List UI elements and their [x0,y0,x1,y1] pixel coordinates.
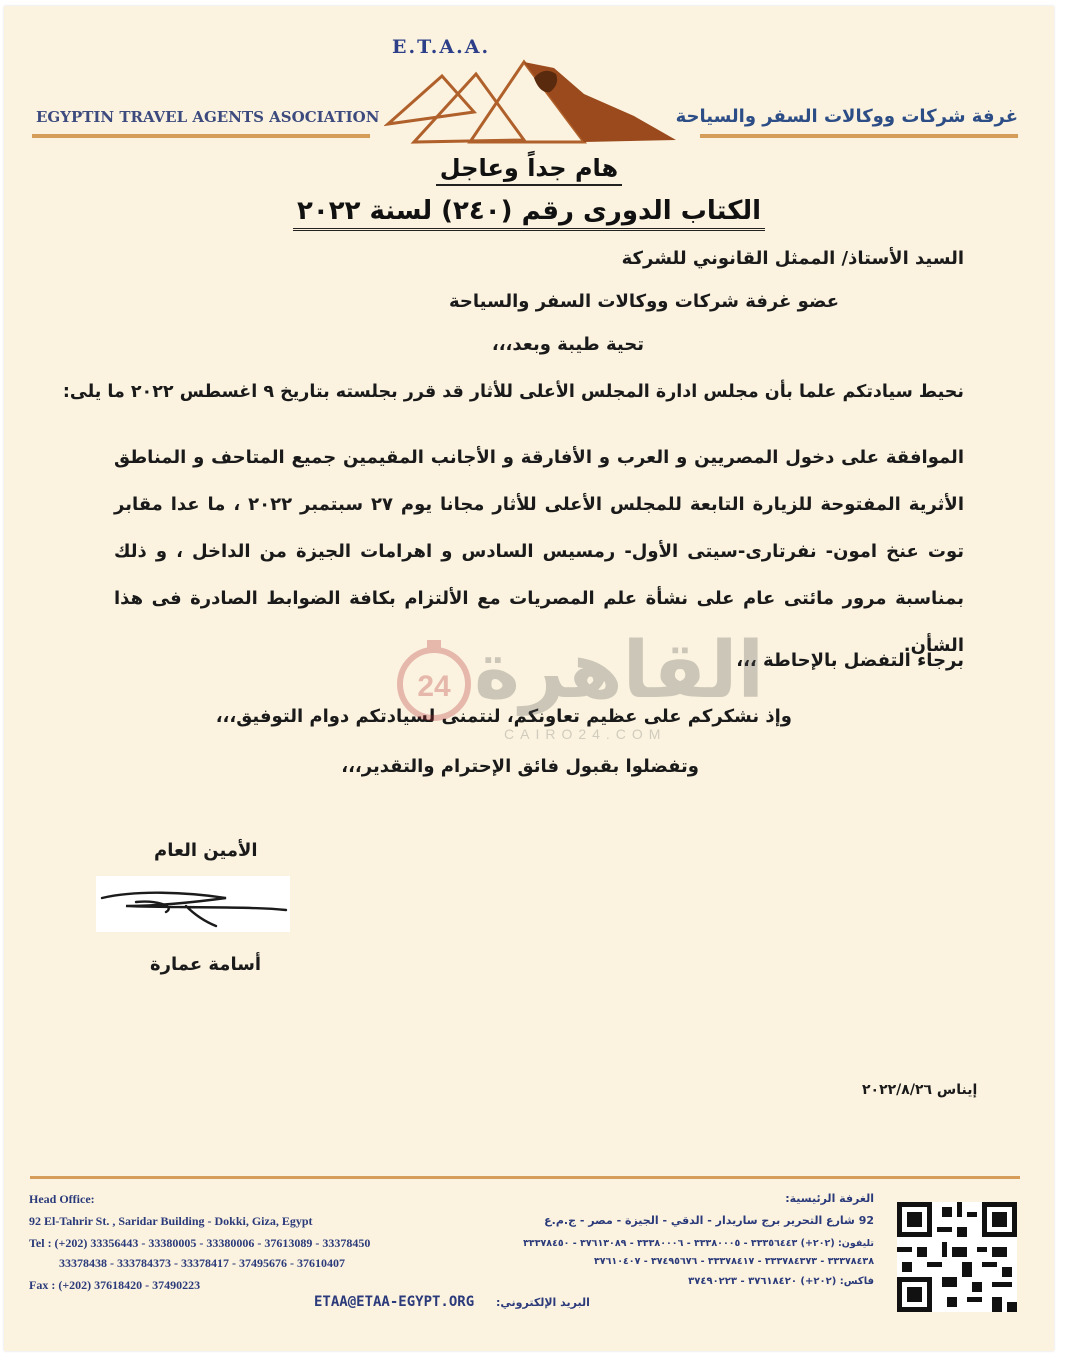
email-label-ar: البريد الإلكتروني: [496,1296,590,1309]
head-office-label: Head Office: [29,1192,95,1206]
telephone-en: Tel : (+202) 33356443 - 33380005 - 33380006 - 37613089 - 33378450 [29,1236,371,1250]
intro-paragraph: نحيط سيادتكم علما بأن مجلس ادارة المجلس الأعلى للأثار قد قرر بجلسته بتاريخ ٩ اغسطس ٢٠٢٢ ما يلى: [62,382,964,402]
head-office-label-ar: الغرفة الرئيسية: [785,1192,874,1205]
signer-name: أسامة عمارة [150,954,262,975]
email-address[interactable]: ETAA@ETAA-EGYPT.ORG [314,1294,475,1310]
address-ar: 92 شارع التحرير برج ساريدار - الدقي - الجيزة - مصر - ج.م.ع [544,1214,874,1227]
telephone-ar-2: ٣٣٣٧٨٤٣٨ - ٣٣٣٧٨٤٣٧٣ - ٣٣٣٧٨٤١٧ - ٣٧٤٩٥٦٧٦ - ٣٧٦١٠٤٠٧ [594,1256,874,1267]
telephone-ar: تليفون: (٢٠٢+) ٣٣٣٥٦٤٤٣ - ٣٣٣٨٠٠٠٥ - ٣٣٣٨٠٠٠٦ - ٣٧٦١٣٠٨٩ - ٣٣٣٧٨٤٥٠ [523,1238,874,1249]
footer-divider [30,1176,1020,1179]
signature-image [96,876,290,932]
urgent-heading: هام جداً وعاجل [4,154,1054,182]
letter-page [4,6,1054,1351]
header-divider-right [700,134,1018,138]
qr-code-icon[interactable] [897,1202,1017,1312]
cairo24-watermark [394,626,765,756]
watermark-url: CAIRO24.COM [504,726,667,742]
addressee: السيد الأستاذ/ الممثل القانوني للشركة [621,248,964,269]
telephone-en-2: 33378438 - 333784373 - 33378417 - 37495676 - 37610407 [59,1256,345,1270]
addressee-membership: عضو غرفة شركات ووكالات السفر والسياحة [449,291,839,312]
org-arabic-name: غرفة شركات ووكالات السفر والسياحة [675,106,1018,127]
pyramids-logo-icon [384,54,684,146]
fax-en: Fax : (+202) 37618420 - 37490223 [29,1278,201,1292]
thanks-line: وإذ نشكركم على عظيم تعاونكم، لنتمنى لسيادتكم دوام التوفيق،،، [215,706,792,727]
fax-ar: فاكس: (٢٠٢+) ٣٧٦١٨٤٢٠ - ٣٧٤٩٠٢٢٣ [688,1276,874,1287]
org-english-name: EGYPTIN TRAVEL AGENTS ASOCIATION [36,108,380,126]
signer-title: الأمين العام [154,840,258,861]
reference-date: إيناس ٢٠٢٢/٨/٢٦ [862,1082,978,1098]
address-en: 92 El-Tahrir St. , Saridar Building - Dokki, Giza, Egypt [29,1214,313,1228]
request-line: برجاء التفضل بالإحاطة ،،، [736,650,964,671]
org-abbreviation: E.T.A.A. [392,36,491,58]
watermark-text: القاهرة [474,626,765,716]
header-divider-left [32,134,370,138]
closing-line: وتفضلوا بقبول فائق الإحترام والتقدير،،، [341,756,699,777]
circular-title: الكتاب الدورى رقم (٢٤٠) لسنة ٢٠٢٢ [4,196,1054,226]
handwritten-signature-icon [96,876,290,932]
svg-text:24: 24 [417,670,451,703]
greeting: تحية طيبة وبعد،،، [491,334,644,355]
stopwatch-icon [394,634,484,724]
decision-paragraph: الموافقة على دخول المصريين و العرب و الأفارقة و الأجانب المقيمين جميع المتاحف و المناطق الأثرية المفتوحة للزيارة التابعة للمجلس الأعلى للأثار مجانا يوم ٢٧ سبتمبر ٢٠٢٢ ، ما عدا مقابر توت عنخ امون- نفرتارى-سيتى الأول- رمسيس السادس و اهرامات الجيزة من الداخل ، و ذلك بمناسبة مرور مائتى عام على نشأة علم المصريات مع الألتزام بكافة الضوابط الصادرة فى هذا الشأن. [114,447,964,656]
